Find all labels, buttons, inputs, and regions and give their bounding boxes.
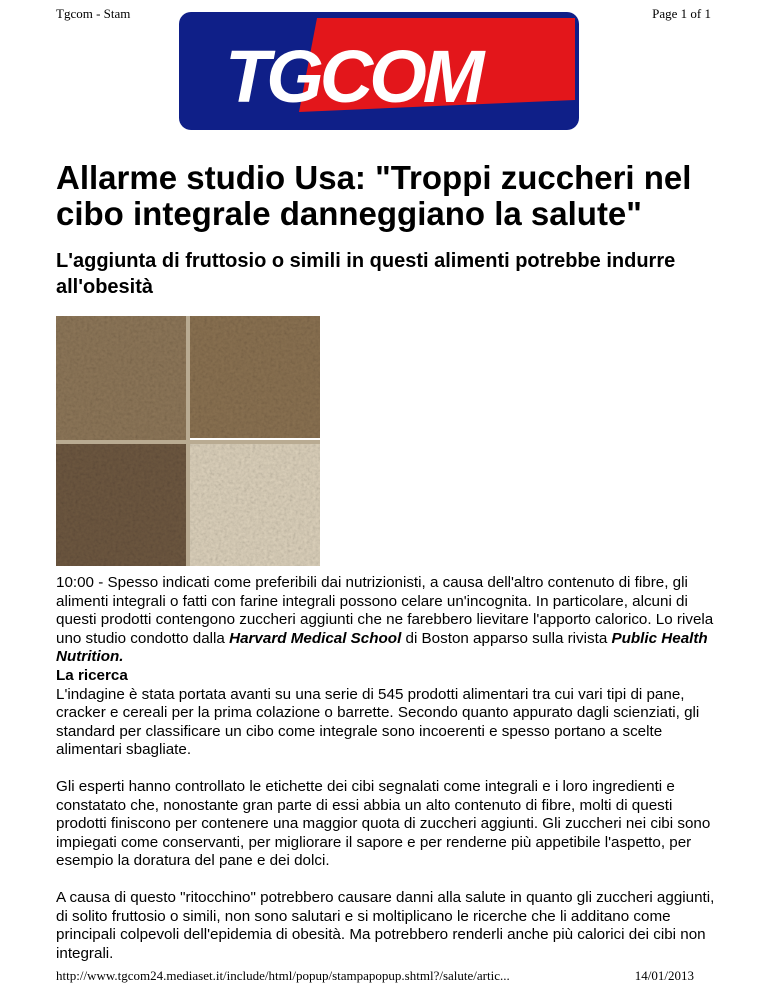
journal-name: Public Health Nutrition. xyxy=(56,629,708,666)
source-institution: Harvard Medical School xyxy=(229,629,402,647)
section-heading: La ricerca xyxy=(56,666,128,684)
article-subtitle: L'aggiunta di fruttosio o simili in questi alimenti potrebbe indurre all'obesità xyxy=(56,250,676,298)
article-body xyxy=(56,574,726,981)
tgcom-logo xyxy=(167,0,591,140)
logo-wordmark: TGCOM xyxy=(225,35,481,118)
paragraph-intro xyxy=(56,574,726,760)
print-header-title: Tgcom - Stam xyxy=(56,6,131,21)
print-footer-date: 14/01/2013 xyxy=(634,968,694,983)
intro-text-cont: di Boston apparso sulla rivista xyxy=(401,629,612,647)
paragraph-consequences: A causa di questo "ritocchino" potrebbero causare danni alla salute in quanto gli zuccheri aggiunti, di solito fruttosio o simili, non sono salutari e si moltiplicano le ricerche che li additano come principali colpevoli dell'epidemia di obesità. Ma potrebbero renderli anche più calorici dei cibi non integrali. xyxy=(56,888,715,962)
print-header-page: Page 1 of 1 xyxy=(652,6,711,21)
paragraph-experts: Gli esperti hanno controllato le etichette dei cibi segnalati come integrali e i loro ingredienti e constatato che, nonostante gran parte di essi abbia un alto contenuto di fibre, molti di questi prodotti finiscono per contenere una maggior quota di zuccheri aggiunti. Gli zuccheri nei cibi sono impiegati come conservanti, per migliorare il sapore e per renderne più appetibile l'aspetto, per esempio la doratura del pane e dei dolci. xyxy=(56,777,711,870)
article-title: Allarme studio Usa: "Troppi zuccheri nel cibo integrale danneggiano la salute" xyxy=(56,159,692,232)
bread-photo xyxy=(56,316,320,566)
intro-text: 10:00 - Spesso indicati come preferibili dai nutrizionisti, a causa dell'altro contenuto di fibre, gli alimenti integrali o fatti con farine integrali possono celare un'incognita. In particolare, alcuni di questi prodotti contengono zuccheri aggiunti che ne farebbero lievitare l'apporto calorico. Lo rivela uno studio condotto dalla xyxy=(56,574,714,647)
print-footer-url: http://www.tgcom24.mediaset.it/include/html/popup/stampapopup.shtml?/salute/artic... xyxy=(56,968,510,983)
paragraph-research: L'indagine è stata portata avanti su una serie di 545 prodotti alimentari tra cui vari tipi di pane, cracker e cereali per la prima colazione o barrette. Secondo quanto appurato dagli scienziati, gli standard per classificare un cibo come integrale sono incoerenti e spesso portano a scelte alimentari sbagliate. xyxy=(56,685,700,759)
